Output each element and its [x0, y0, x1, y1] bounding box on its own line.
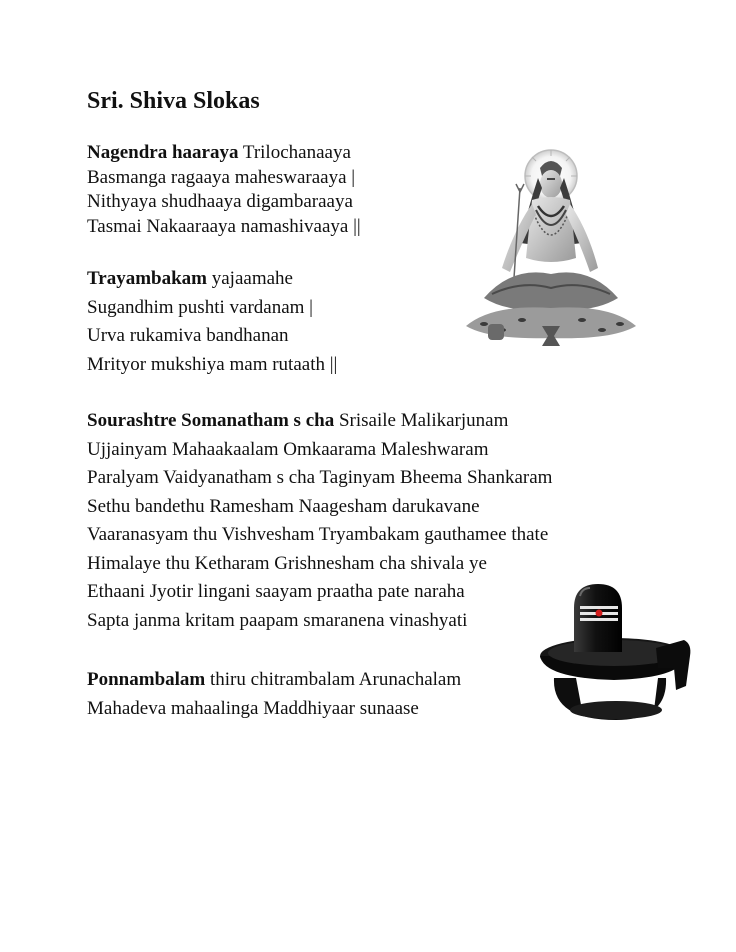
verse-line [87, 496, 552, 525]
verse-line [87, 524, 552, 553]
verse-text: Sapta janma kritam paapam smaranena vinashyati [87, 609, 468, 631]
stanza-3 [87, 410, 552, 638]
verse-line [87, 410, 552, 439]
verse-text: Basmanga ragaaya maheswaraaya | [87, 166, 356, 188]
verse-text: Vaaranasyam thu Vishvesham Tryambakam gauthamee thate [87, 524, 549, 545]
verse-line [87, 325, 337, 354]
verse-text: Tasmai Nakaaraaya namashivaaya || [87, 215, 361, 237]
verse-text: Srisaile Malikarjunam [334, 410, 509, 431]
verse-lead: Sourashtre Somanatham s cha [87, 410, 335, 431]
stanza-2 [87, 268, 337, 382]
verse-text: Paralyam Vaidyanatham s cha Taginyam Bheema Shankaram [87, 467, 553, 488]
stanza-1 [87, 142, 361, 240]
verse-line [87, 354, 337, 383]
verse-line [87, 142, 361, 167]
verse-lead: Ponnambalam [87, 669, 206, 690]
verse-text: Nithyaya shudhaaya digambaraaya [87, 191, 353, 212]
verse-lead: Trayambakam [87, 268, 207, 289]
verse-text: Sugandhim pushti vardanam | [87, 296, 313, 318]
verse-line [87, 439, 552, 468]
verse-line [87, 553, 552, 582]
verse-text: Mrityor mukshiya mam rutaath || [87, 353, 338, 375]
verse-text: Urva rukamiva bandhanan [87, 325, 289, 346]
verse-text: Sethu bandethu Ramesham Naagesham darukavane [87, 495, 480, 517]
verse-line [87, 698, 461, 727]
verse-line [87, 191, 361, 216]
verse-line [87, 610, 552, 639]
verse-text: yajaamahe [206, 268, 293, 289]
verse-line [87, 167, 361, 192]
verse-line [87, 581, 552, 610]
verse-line [87, 467, 552, 496]
verse-lead: Nagendra haaraya [87, 142, 239, 163]
verse-text: Ethaani Jyotir lingani saayam praatha pate naraha [87, 581, 465, 602]
verse-text: Himalaye thu Ketharam Grishnesham cha shivala ye [87, 552, 487, 574]
shiva-lingam-image [536, 582, 692, 722]
verse-text: Mahadeva mahaalinga Maddhiyaar sunaase [87, 697, 419, 719]
verse-text: Ujjainyam Mahaakaalam Omkaarama Maleshwaram [87, 438, 489, 460]
verse-line [87, 268, 337, 297]
verse-line [87, 669, 461, 698]
shiva-statue-image [462, 148, 640, 348]
verse-line [87, 297, 337, 326]
verse-text: Trilochanaaya [238, 142, 351, 163]
page-title: Sri. Shiva Slokas [87, 88, 260, 114]
verse-line [87, 216, 361, 241]
verse-text: thiru chitrambalam Arunachalam [205, 669, 462, 690]
stanza-4 [87, 669, 461, 726]
